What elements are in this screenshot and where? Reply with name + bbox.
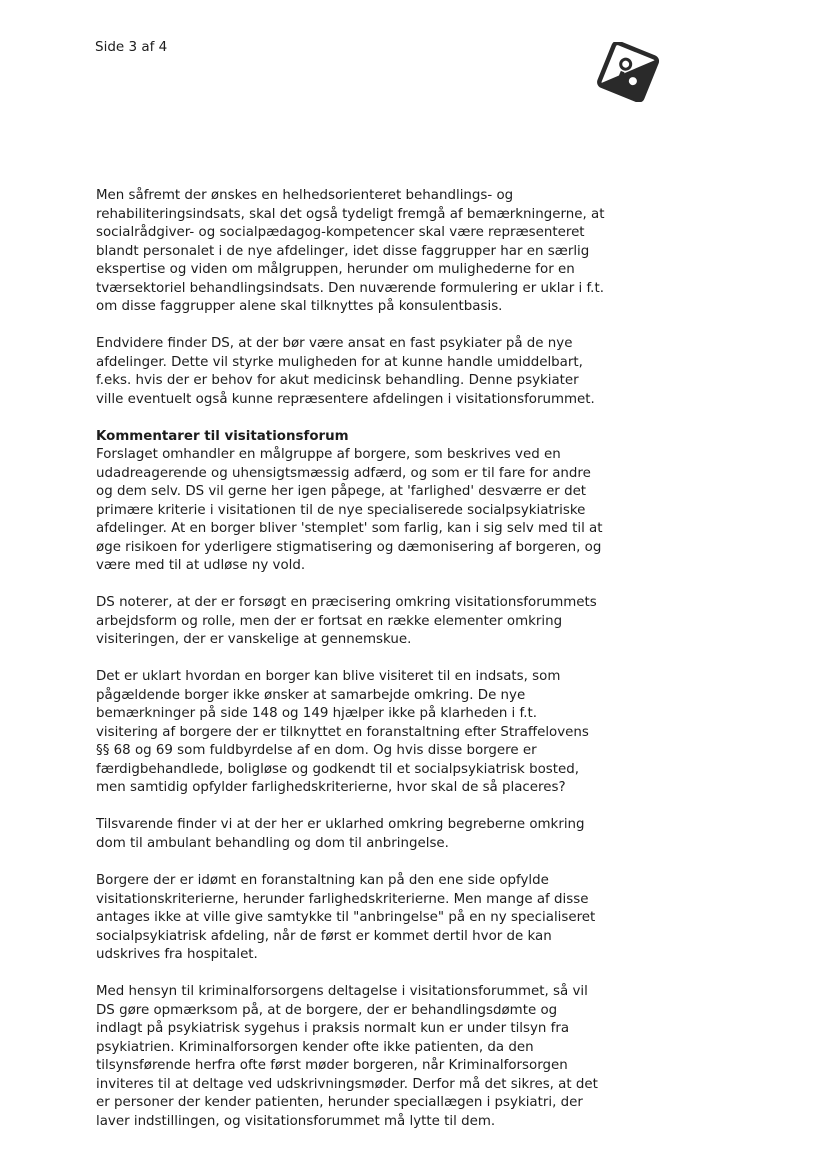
paragraph: DS noterer, at der er forsøgt en præcisering omkring visitationsforummets arbejdsform og rolle, men der er fortsat en række elementer omkring visiteringen, der er vanskelige at gennemskue. xyxy=(96,595,597,648)
section-heading: Kommentarer til visitationsforum xyxy=(96,428,349,444)
organization-logo-icon xyxy=(592,42,666,102)
page-number: Side 3 af 4 xyxy=(95,39,168,55)
paragraph: Det er uklart hvordan en borger kan blive visiteret til en indsats, som pågældende borger ikke ønsker at samarbejde omkring. De nye bemærkninger på side 148 og 149 hjælper ikke på klarheden i f.t. visitering af borgere der er tilknyttet en foranstaltning efter Straffelovens §§ 68 og 69 som fuldbyrdelse af en dom. Og hvis disse borgere er færdigbehandlede, boligløse og godkendt til et socialpsykiatrisk bosted, men samtidig opfylder farlighedskriterierne, hvor skal de så placeres? xyxy=(96,669,589,796)
paragraph: Endvidere finder DS, at der bør være ansat en fast psykiater på de nye afdelinger. Dette vil styrke muligheden for at kunne handle umiddelbart, f.eks. hvis der er behov for akut medicinsk behandling. Denne psykiater ville eventuelt også kunne repræsentere afdelingen i visitationsforummet. xyxy=(96,336,595,407)
paragraph: Tilsvarende finder vi at der her er uklarhed omkring begreberne omkring dom til ambulant behandling og dom til anbringelse. xyxy=(96,817,585,851)
paragraph: Borgere der er idømt en foranstaltning kan på den ene side opfylde visitationskriterierne, herunder farlighedskriterierne. Men mange af disse antages ikke at ville give samtykke til "anbringelse" på en ny specialiseret socialpsykiatrisk afdeling, når de først er kommet dertil hvor de kan udskrives fra hospitalet. xyxy=(96,873,596,963)
paragraph: Men såfremt der ønskes en helhedsorienteret behandlings- og rehabiliteringsindsats, skal det også tydeligt fremgå af bemærkningerne, at socialrådgiver- og socialpædagog-kompetencer skal være repræsenteret blandt personalet i de nye afdelinger, idet disse faggrupper har en særlig ekspertise og viden om målgruppen, herunder om mulighederne for en tværsektoriel behandlingsindsats. Den nuværende formulering er uklar i f.t. om disse faggrupper alene skal tilknyttes på konsulentbasis. xyxy=(96,188,605,314)
paragraph: Med hensyn til kriminalforsorgens deltagelse i visitationsforummet, så vil DS gøre opmærksom på, at de borgere, der er behandlingsdømte og indlagt på psykiatrisk sygehus i praksis normalt kun er under tilsyn fra psykiatrien. Kriminalforsorgen kender ofte ikke patienten, da den tilsynsførende herfra ofte først møder borgeren, når Kriminalforsorgen inviteres til at deltage ved udskrivningsmøder. Derfor må det sikres, at det er personer der kender patienten, herunder speciallægen i psykiatri, der laver indstillingen, og visitationsforummet må lytte til dem. xyxy=(96,984,598,1129)
paragraph: Forslaget omhandler en målgruppe af borgere, som beskrives ved en udadreagerende og uhensigtsmæssig adfærd, og som er til fare for andre og dem selv. DS vil gerne her igen påpege, at 'farlighed' desværre er det primære kriterie i visitationen til de nye specialiserede socialpsykiatriske afdelinger. At en borger bliver 'stemplet' som farlig, kan i sig selv med til at øge risikoen for yderligere stigmatisering og dæmonisering af borgeren, og være med til at udløse ny vold. xyxy=(96,447,603,574)
document-body xyxy=(96,187,656,1150)
